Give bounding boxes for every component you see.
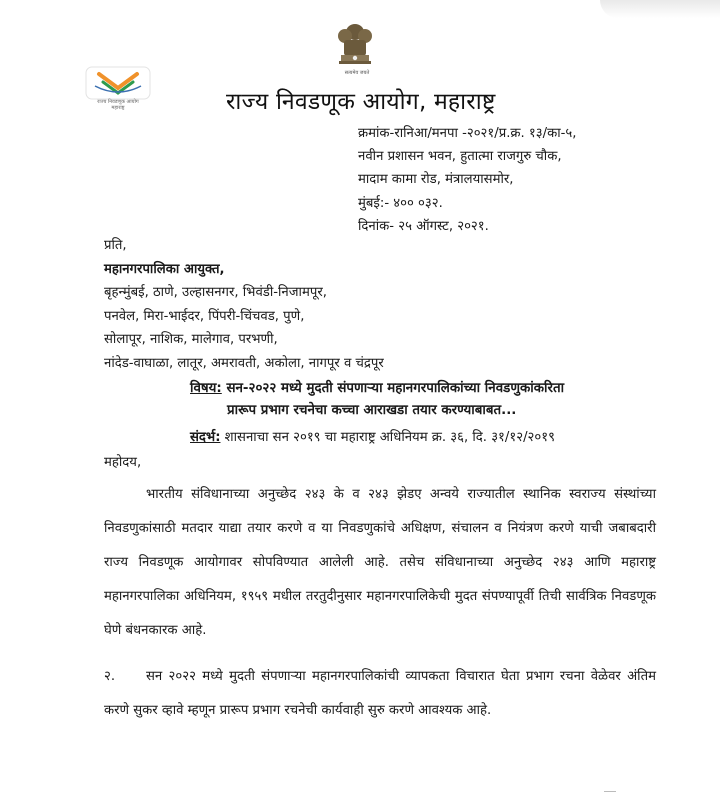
reference-block [190,427,555,445]
organization-title: राज्य निवडणूक आयोग, महाराष्ट्र [226,89,496,115]
logo-caption [84,99,152,111]
recipient-block [104,234,384,375]
paragraph-1 [104,478,656,648]
subject-line-2: प्रारूप प्रभाग रचनेचा कच्चा आराखडा तयार करण्याबाबत... [227,403,517,418]
reference-label: संदर्भ: [190,430,221,445]
page-edge-mark [604,791,616,802]
recipient-line: सोलापूर, नाशिक, मालेगाव, परभणी, [104,332,278,347]
subject-line-1: सन-२०२२ मध्ये मुदती संपणाऱ्या महानगरपालिकांच्या निवडणुकांकरिता [226,381,565,396]
recipient-line: पनवेल, मिरा-भाईदर, पिंपरी-चिंचवड, पुणे, [104,308,305,324]
page-corner-shadow [600,0,720,18]
subject-label: विषय: [190,381,222,396]
letter-number: क्रमांक-रानिआ/मनपा -२०२१/प्र.क्र. १३/का-५, [358,126,577,141]
reference-address-block [358,122,576,238]
address-line-2: मादाम कामा रोड, मंत्रालयासमोर, [358,172,514,188]
recipient-line: बृहन्मुंबई, ठाणे, उल्हासनगर, भिवंडी-निजामपूर, [104,285,327,300]
address-city: मुंबई:- ४०० ०३२. [358,195,443,211]
logo-caption-line1: राज्य निवडणूक आयोग [97,99,139,105]
letter-date: दिनांक- २५ ऑगस्ट, २०२१. [358,218,489,234]
address-line-1: नवीन प्रशासन भवन, हुतात्मा राजगुरु चौक, [358,149,562,165]
recipient-to: प्रति, [104,238,127,253]
salutation: महोदय, [104,455,142,470]
paragraph-1-text: भारतीय संविधानाच्या अनुच्छेद २४३ के व २४३ झेडए अन्वये राज्यातील स्थानिक स्वराज्य संस्थांच्या निवडणुकांसाठी मतदार याद्या तयार करणे व या निवडणुकांचे अधिक्षण, संचालन व नियंत्रण करणे याची जबाबदारी राज्य निवडणूक आयोगावर सोपविण्यात आलेली आहे. तसेच संविधानाच्या अनुच्छेद २४३ आणि महाराष्ट्र महानगरपालिका अधिनियम, १९५९ मधील तरतुदीनुसार महानगरपालिकेची मुदत संपण्यापूर्वी तिची सार्वत्रिक निवडणूक घेणे बंधनकारक आहे. [104,487,656,638]
recipient-heading: महानगरपालिका आयुक्त, [104,261,225,277]
logo-caption-line2: महाराष्ट्र [111,105,125,111]
subject-block [190,378,564,422]
emblem-motto: सत्यमेव जयते [344,70,370,76]
recipient-line: नांदेड-वाघाळा, लातूर, अमरावती, अकोला, नागपूर व चंद्रपूर [104,355,384,371]
reference-text: शासनाचा सन २०१९ चा महाराष्ट्र अधिनियम क्र. ३६, दि. ३१/१२/२०१९ [224,430,555,445]
paragraph-2 [104,660,656,728]
paragraph-2-number: २. [104,669,116,684]
paragraph-2-text: सन २०२२ मध्ये मुदती संपणाऱ्या महानगरपालिकांची व्यापकता विचारात घेता प्रभाग रचना वेळेवर अंतिम करणे सुकर व्हावे म्हणून प्रारूप प्रभाग रचनेची कार्यवाही सुरु करणे आवश्यक आहे. [104,669,656,718]
